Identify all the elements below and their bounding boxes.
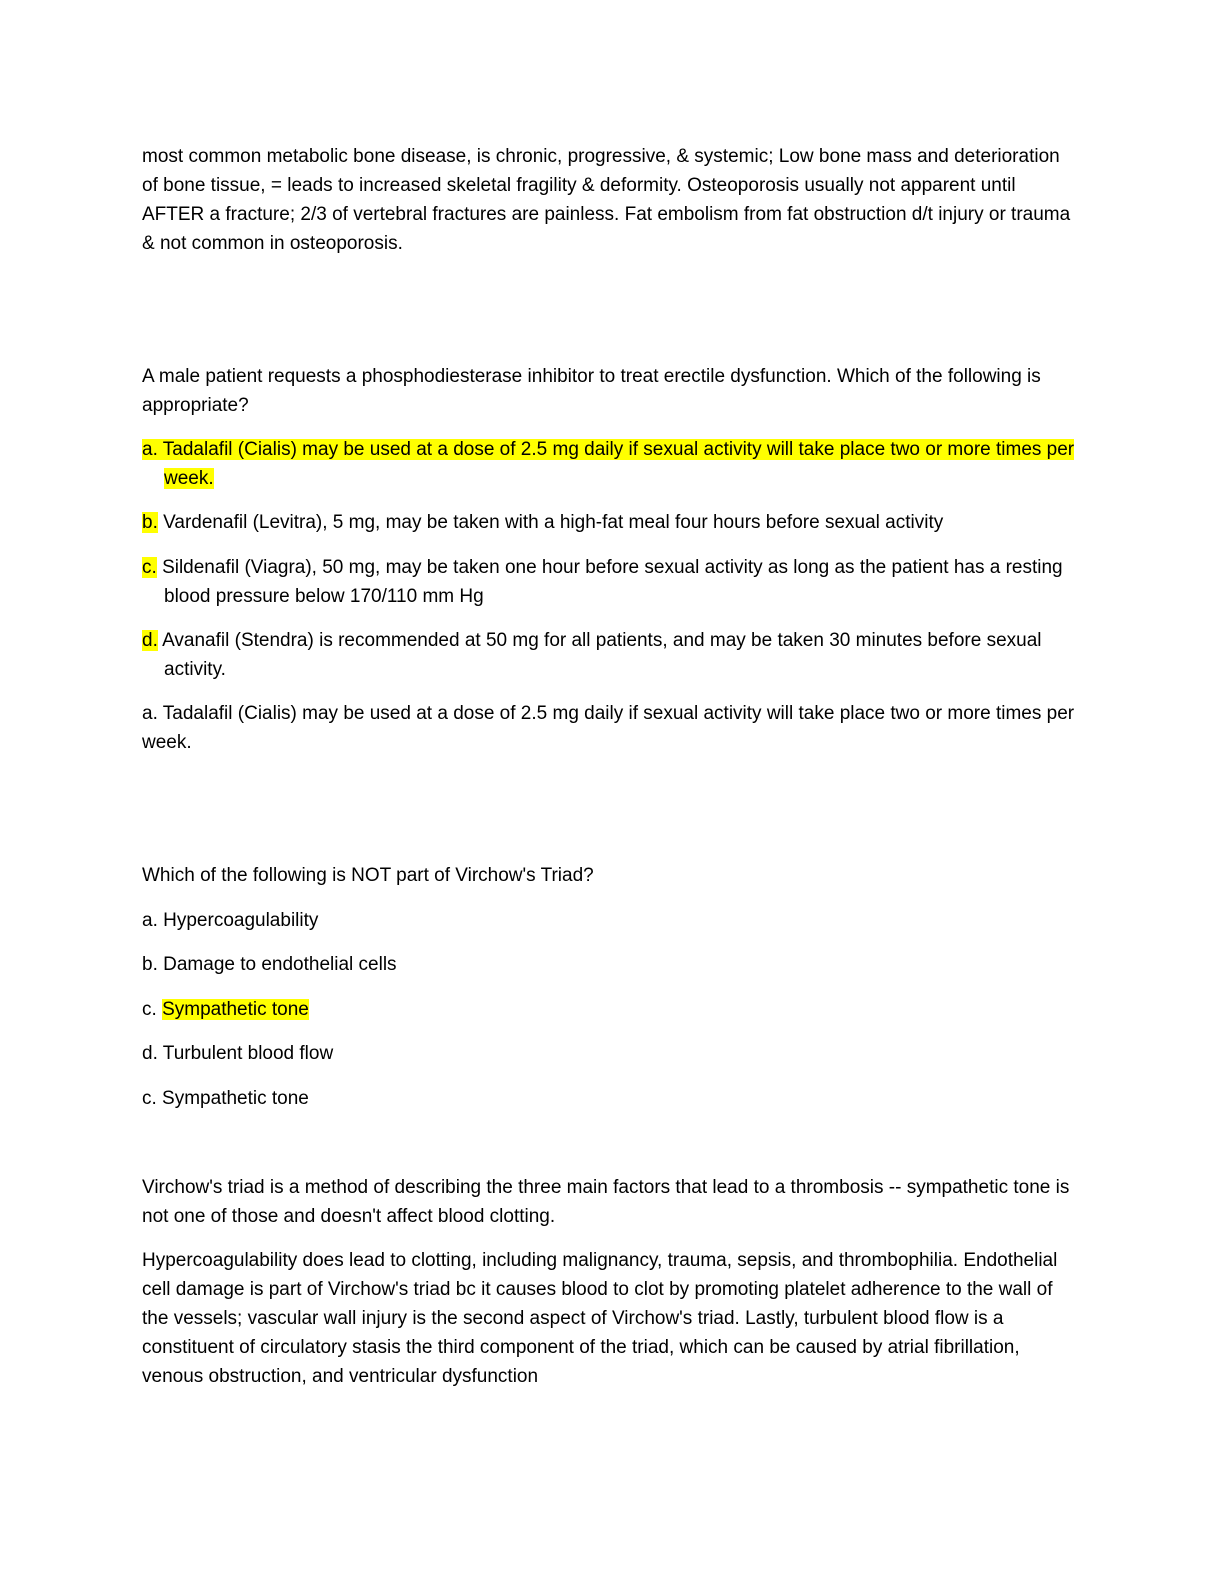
q1-option-b — [142, 508, 1099, 537]
q1-option-c — [142, 553, 1099, 611]
q1-option-d-text: Avanafil (Stendra) is recommended at 50 mg for all patients, and may be taken 30 minutes before sexual activity. — [162, 630, 1042, 680]
q1-option-c-letter: c. — [142, 557, 157, 578]
q2-explanation-1: Virchow's triad is a method of describing the three main factors that lead to a thrombosis -- sympathetic tone is not one of those and doesn't affect blood clotting. — [142, 1177, 1070, 1227]
q1-option-a-letter: a. — [142, 439, 158, 460]
q1-option-b-letter: b. — [142, 512, 158, 533]
q1-option-c-text: Sildenafil (Viagra), 50 mg, may be taken one hour before sexual activity as long as the patient has a resting blood pressure below 170/110 mm Hg — [162, 557, 1063, 607]
q2-question: Which of the following is NOT part of Virchow's Triad? — [142, 865, 594, 886]
q2-option-c-letter: c. — [142, 999, 157, 1020]
q2-answer: c. Sympathetic tone — [142, 1088, 309, 1109]
q2-option-a-letter: a. — [142, 910, 158, 931]
q2-explanation-2: Hypercoagulability does lead to clotting, including malignancy, trauma, sepsis, and thrombophilia. Endothelial cell damage is part of Virchow's triad bc it causes blood to clot by promoting platelet adherence to the wall of the vessels; vascular wall injury is the second aspect of Virchow's triad. Lastly, turbulent blood flow is a constituent of circulatory stasis the third component of the triad, which can be caused by atrial fibrillation, venous obstruction, and ventricular dysfunction — [142, 1250, 1058, 1387]
q1-option-a-text: Tadalafil (Cialis) may be used at a dose of 2.5 mg daily if sexual activity will take place two or more times per week. — [162, 439, 1075, 489]
q2-option-c — [142, 995, 1077, 1024]
q1-option-d-letter: d. — [142, 630, 158, 651]
q2-option-a — [142, 906, 1077, 935]
q2-option-b — [142, 950, 1077, 979]
q1-answer: a. Tadalafil (Cialis) may be used at a dose of 2.5 mg daily if sexual activity will take place two or more times per week. — [142, 703, 1075, 753]
q2-option-c-text: Sympathetic tone — [162, 999, 309, 1020]
q1-option-a — [142, 435, 1099, 493]
q2-option-b-letter: b. — [142, 954, 158, 975]
q2-option-d-letter: d. — [142, 1043, 158, 1064]
q2-option-a-text: Hypercoagulability — [163, 910, 319, 931]
intro-paragraph: most common metabolic bone disease, is chronic, progressive, & systemic; Low bone mass and deterioration of bone tissue, = leads to increased skeletal fragility & deformity. Osteoporosis usually not apparent until AFTER a fracture; 2/3 of vertebral fractures are painless. Fat embolism from fat obstruction d/t injury or trauma & not common in osteoporosis. — [142, 146, 1071, 254]
q1-option-b-text: Vardenafil (Levitra), 5 mg, may be taken with a high-fat meal four hours before sexual activity — [163, 512, 944, 533]
q1-question: A male patient requests a phosphodiesterase inhibitor to treat erectile dysfunction. Which of the following is appropriate? — [142, 366, 1041, 416]
q2-option-d — [142, 1039, 1077, 1068]
q2-option-d-text: Turbulent blood flow — [162, 1043, 334, 1064]
q2-option-b-text: Damage to endothelial cells — [163, 954, 397, 975]
q1-option-d — [142, 626, 1099, 684]
